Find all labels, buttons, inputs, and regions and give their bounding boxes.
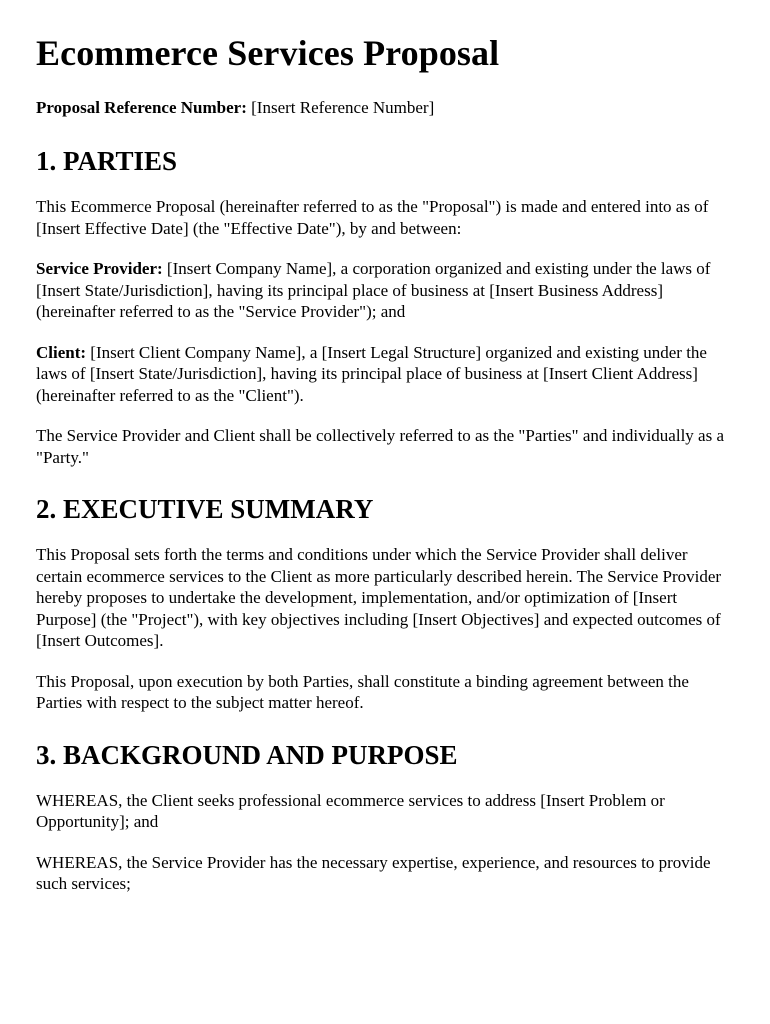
executive-summary-paragraph-2: This Proposal, upon execution by both Parties, shall constitute a binding agreement between the Parties with respect to the subject matter hereof.: [36, 671, 689, 713]
service-provider-text: [Insert Company Name], a corporation organized and existing under the laws of [Insert State/Jurisdiction], having its principal place of business at [Insert Business Address] (hereinafter referred to as the "Service Provider"); and: [36, 259, 711, 322]
reference-number-line: [36, 97, 734, 118]
reference-number-value: [Insert Reference Number]: [246, 98, 435, 118]
service-provider-paragraph: [36, 258, 734, 323]
reference-number-label: Proposal Reference Number:: [36, 98, 247, 118]
client-text: [Insert Client Company Name], a [Insert Legal Structure] organized and existing under the laws of [Insert State/Jurisdiction], having its principal place of business at [Insert Client Address] (hereinafter referred to as the "Client").: [36, 342, 707, 405]
executive-summary-paragraph-1: This Proposal sets forth the terms and conditions under which the Service Provider shall deliver certain ecommerce services to the Client as more particularly described herein. The Service Provider hereby proposes to undertake the development, implementation, and/or optimization of [Insert Purpose] (the "Project"), with key objectives including [Insert Objectives] and expected outcomes of [Insert Outcomes].: [36, 545, 722, 651]
section-heading-background: 3. BACKGROUND AND PURPOSE: [36, 739, 458, 770]
parties-intro-paragraph: This Ecommerce Proposal (hereinafter referred to as the "Proposal") is made and entered into as of [Insert Effective Date] (the "Effective Date"), by and between:: [36, 197, 709, 238]
document-title: Ecommerce Services Proposal: [36, 33, 500, 73]
client-label: Client:: [36, 342, 87, 362]
parties-collective-paragraph: The Service Provider and Client shall be collectively referred to as the "Parties" and individually as a "Party.": [36, 426, 724, 467]
background-paragraph-1: WHEREAS, the Client seeks professional ecommerce services to address [Insert Problem or Opportunity]; and: [36, 790, 665, 832]
client-paragraph: [36, 342, 734, 407]
section-heading-parties: 1. PARTIES: [36, 146, 178, 177]
background-paragraph-2: WHEREAS, the Service Provider has the necessary expertise, experience, and resources to provide such services;: [36, 852, 711, 894]
section-heading-executive-summary: 2. EXECUTIVE SUMMARY: [36, 494, 374, 525]
service-provider-label: Service Provider:: [36, 259, 163, 279]
